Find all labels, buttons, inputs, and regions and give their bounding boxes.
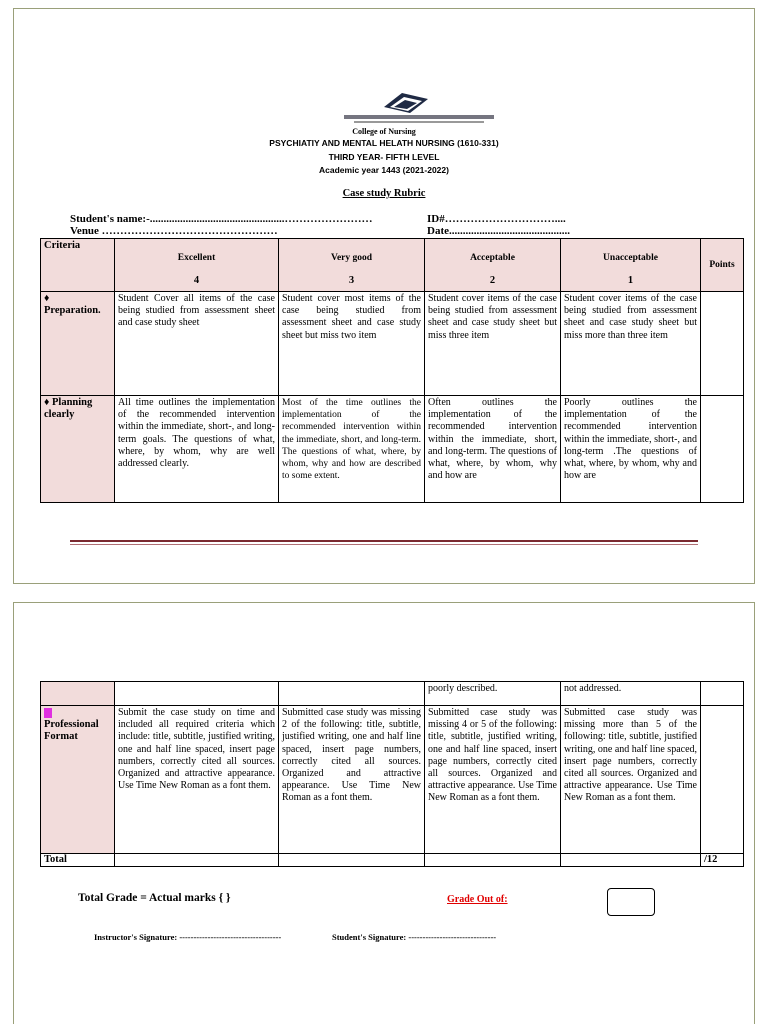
points-cell xyxy=(701,396,744,503)
year-level: THIRD YEAR- FIFTH LEVEL xyxy=(328,152,440,162)
academic-year: Academic year 1443 (2021-2022) xyxy=(319,165,449,175)
rubric-cell xyxy=(279,682,425,706)
criterion-cell xyxy=(41,292,115,396)
criterion-label: Professional Format xyxy=(44,719,99,743)
rubric-cell: Submitted case study was missing 4 or 5 of the following: title, subtitle, justified writing, one and half line spaced, insert page numbers, correctly cited all sources. Organized and attractive appearance. Use Time New Roman as a font them. xyxy=(425,706,561,854)
rubric-cell: Student cover items of the case being studied from assessment sheet and case study sheet but miss more than three item xyxy=(561,292,701,396)
rubric-cell: Student cover items of the case being studied from assessment sheet and case study sheet but miss three item xyxy=(425,292,561,396)
rubric-cell: All time outlines the implementation of the recommended intervention within the immediate, short-, and long-term goals. The questions of what, where, by whom, why are well addressed clearly. xyxy=(115,396,279,503)
table-row xyxy=(41,396,744,503)
page-separator xyxy=(70,540,698,542)
criterion-cell xyxy=(41,396,115,503)
student-signature-line: Student's Signature: ------------------------------- xyxy=(332,932,497,942)
instructor-signature-line: Instructor's Signature: ------------------------------------ xyxy=(94,932,282,942)
total-points: /12 xyxy=(701,854,744,867)
college-name: College of Nursing xyxy=(352,127,416,136)
total-cell xyxy=(425,854,561,867)
document-page-2 xyxy=(13,602,755,1024)
total-cell xyxy=(561,854,701,867)
points-cell xyxy=(701,682,744,706)
rubric-cell: Most of the time outlines the implementation of the recommended intervention within the immediate, short, and long-term. The questions of what, where, by whom, why and how are described to some extent. xyxy=(279,396,425,503)
grade-out-of-label: Grade Out of: xyxy=(447,894,508,905)
page-separator xyxy=(70,544,698,545)
grade-out-of-box[interactable] xyxy=(607,888,655,916)
level-label: Acceptable xyxy=(470,253,515,263)
level-unacceptable xyxy=(561,239,701,292)
table-row xyxy=(41,706,744,854)
table-row xyxy=(41,292,744,396)
total-row xyxy=(41,854,744,867)
rubric-cell: Submitted case study was missing 2 of the following: title, subtitle, justified writing, one and half line spaced, insert page numbers, correctly cited all sources. Organized and attractive appearance. Use Time New Roman as a font them. xyxy=(279,706,425,854)
points-cell xyxy=(701,706,744,854)
level-score: 3 xyxy=(348,275,355,287)
venue-field: Venue ………………………………………… xyxy=(70,225,278,237)
rubric-table-continued xyxy=(40,681,744,867)
criterion-cell xyxy=(41,682,115,706)
diamond-bullet-icon: ♦ xyxy=(44,397,50,408)
rubric-cell: Submitted case study was missing more than 5 of the following: title, subtitle, justified writing, one and half line spaced, insert page numbers, correctly cited all sources. Organized and attractive appearance. Use Time New Roman as a font them. xyxy=(561,706,701,854)
criterion-label: Preparation. xyxy=(44,305,101,317)
rubric-cell: Student cover most items of the case being studied from assessment sheet and case study sheet but miss two item xyxy=(279,292,425,396)
rubric-table xyxy=(40,238,744,503)
rubric-cell: Often outlines the implementation of the recommended intervention within the immediate, short, and long-term. The questions of what, where, by whom, why and how are xyxy=(425,396,561,503)
table-header-row xyxy=(41,239,744,292)
level-score: 2 xyxy=(489,275,496,287)
total-cell xyxy=(115,854,279,867)
rubric-cell: poorly described. xyxy=(425,682,561,706)
course-title: PSYCHIATIY AND MENTAL HELATH NURSING (1610-331) xyxy=(269,138,499,148)
student-name-field: Student's name:-.................................................…………………… xyxy=(70,213,373,225)
criterion-label: Planning clearly xyxy=(44,397,93,421)
level-label: Excellent xyxy=(177,253,216,263)
total-cell xyxy=(279,854,425,867)
level-very-good xyxy=(279,239,425,292)
rubric-cell: Student Cover all items of the case being studied from assessment sheet and case study sheet xyxy=(115,292,279,396)
level-score: 1 xyxy=(627,275,634,287)
total-label: Total xyxy=(41,854,115,867)
rubric-cell: not addressed. xyxy=(561,682,701,706)
rubric-cell: Submit the case study on time and included all required criteria which include: title, subtitle, justified writing, one and half line spaced, insert page numbers, correctly cited all sources. Organized and attractive appearance. Use Time New Roman as a font them. xyxy=(115,706,279,854)
rubric-cell: Poorly outlines the implementation of the recommended intervention within the immediate, short-, and long-term .The questions of what, where, by whom, why and how are xyxy=(561,396,701,503)
criteria-header: Criteria xyxy=(41,239,115,292)
table-row xyxy=(41,682,744,706)
level-label: Unacceptable xyxy=(603,253,658,263)
level-excellent xyxy=(115,239,279,292)
rubric-cell xyxy=(115,682,279,706)
document-page-1 xyxy=(13,8,755,584)
level-acceptable xyxy=(425,239,561,292)
highlight-mark-icon xyxy=(44,708,52,718)
diamond-bullet-icon: ♦ xyxy=(44,293,50,304)
total-grade-label: Total Grade = Actual marks { } xyxy=(78,892,231,904)
criterion-cell xyxy=(41,706,115,854)
date-field: Date............................................ xyxy=(427,225,570,237)
level-label: Very good xyxy=(330,253,373,263)
student-id-field: ID#………………………….... xyxy=(427,213,566,225)
points-header: Points xyxy=(701,239,744,292)
page-title: Case study Rubric xyxy=(342,188,426,199)
points-cell xyxy=(701,292,744,396)
level-score: 4 xyxy=(193,275,200,287)
